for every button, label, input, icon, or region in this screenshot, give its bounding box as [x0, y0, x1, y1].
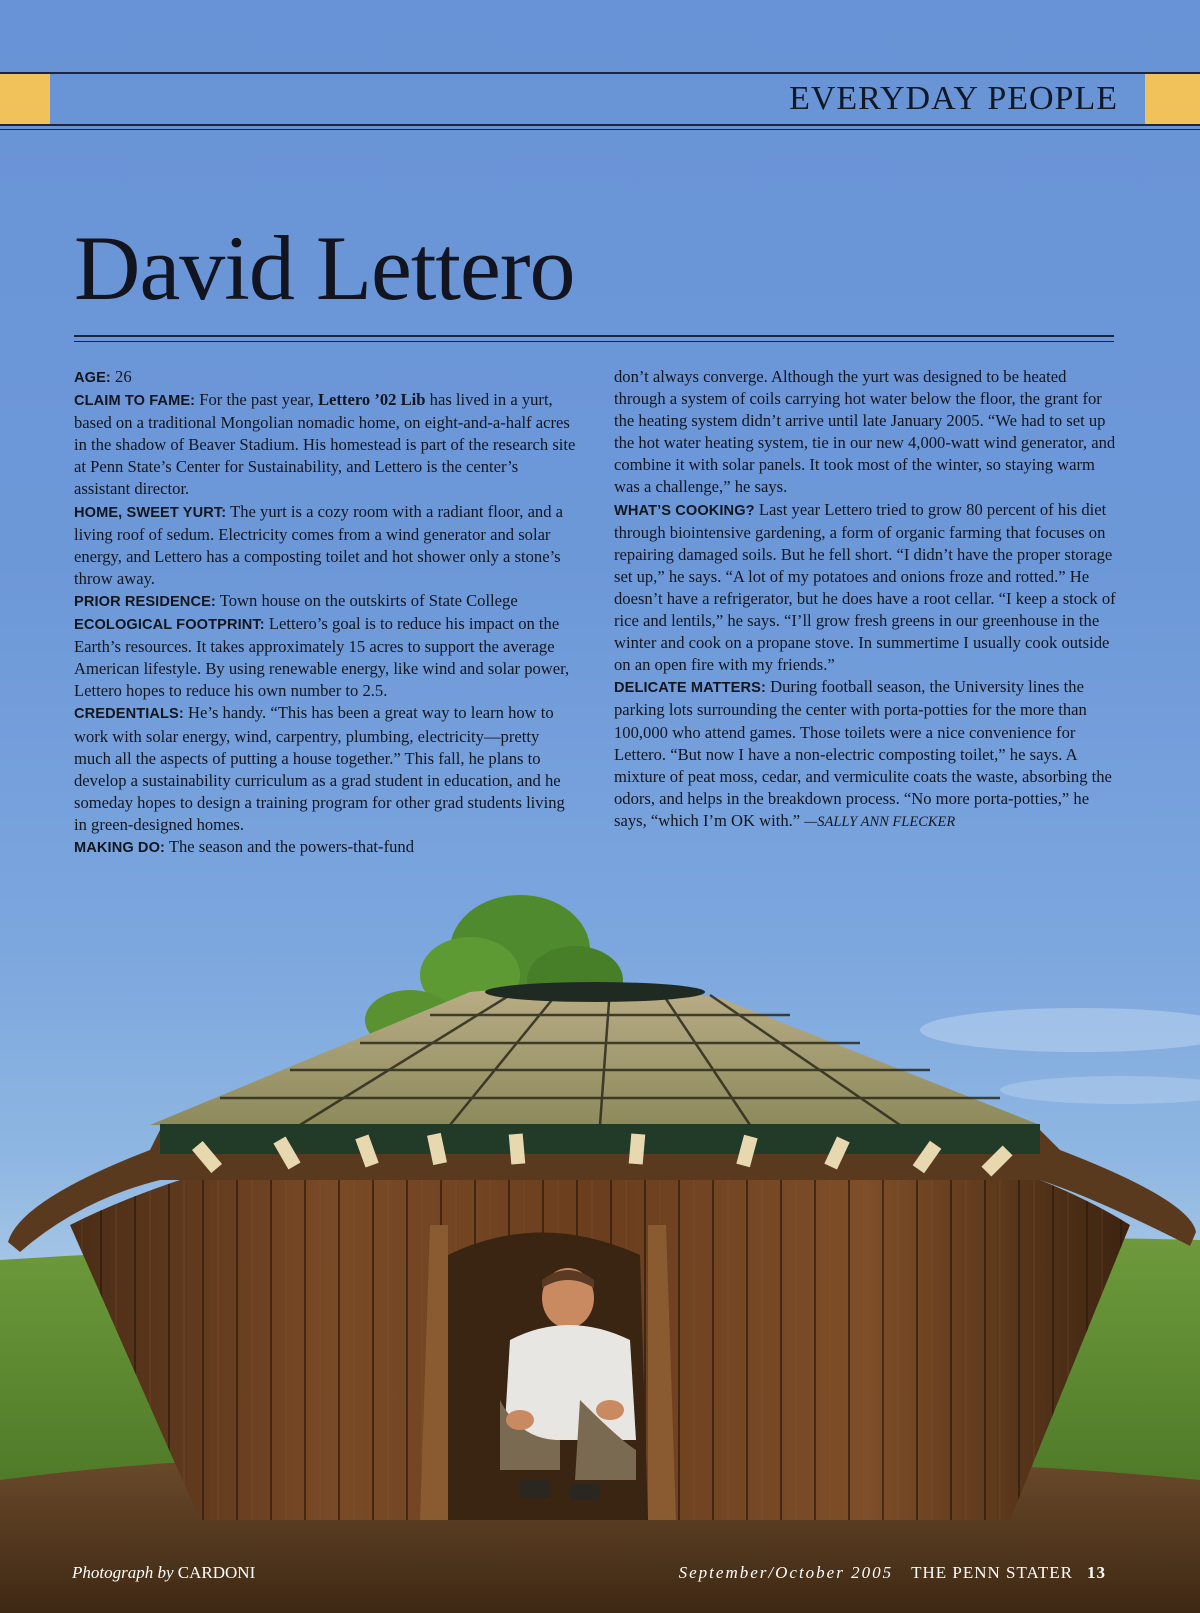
- field-label: CLAIM TO FAME:: [74, 393, 196, 410]
- roof-vent: [485, 982, 705, 1002]
- field-label: PRIOR RESIDENCE:: [74, 593, 216, 610]
- living-roof: [150, 987, 1040, 1125]
- cloud: [1000, 1076, 1200, 1104]
- field-text: The yurt is a cozy room with a radiant floor, and a living roof of sedum. Electricity comes from a wind generator and solar energy, and Lettero has a composting toilet and hot shower only a stone’s throw away.: [74, 501, 564, 588]
- field-text: don’t always converge. Although the yurt was designed to be heated through a system of coils carrying hot water below the floor, the grant for the heating system didn’t arrive until late January 2005. “We had to set up the hot water heating system, tie in our new 4,000-watt wind generator, and combine it with solar panels. It took most of the winter, so staying warm was a challenge,” he says.: [614, 367, 1116, 497]
- field-text: Lettero’s goal is to reduce his impact on the Earth’s resources. It takes approximately 15 acres to support the average American lifestyle. By using renewable energy, like wind and solar power, Lettero hopes to reduce his own number to 2.5.: [74, 614, 570, 701]
- cloud: [920, 1008, 1200, 1052]
- yurt-photograph: [0, 880, 1200, 1613]
- field-text: Last year Lettero tried to grow 80 percent of his diet through biointensive gardening, a form of organic farming that focuses on repairing damaged soils. But he fell short. “I didn’t have the proper storage set up,” he says. “A lot of my potatoes and onions froze and rotted.” He doesn’t have a refrigerator, but he does have a root cellar. “I keep a stock of rice and lentils,” he says. “I’ll grow fresh greens in our greenhouse in the winter and cook on a propane stove. In summertime I usually cook outside on an open fire with my friends.”: [614, 499, 1116, 675]
- field-whats-cooking: [614, 499, 1116, 677]
- folio: [679, 1563, 1106, 1583]
- header-accent-right: [1145, 74, 1200, 125]
- publication-name: THE PENN STATER: [911, 1563, 1073, 1582]
- page-number: 13: [1087, 1563, 1106, 1582]
- field-text: The season and the powers-that-fund: [165, 836, 414, 856]
- field-text: has lived in a yurt, based on a traditional Mongolian nomadic home, on eight-and-a-half acres in the shadow of Beaver Stadium. His homestead is part of the research site at Penn State’s Center for Sustainability, and Lettero is the center’s assistant director.: [74, 390, 576, 499]
- photo-credit: [72, 1563, 255, 1583]
- alumnus-name: Lettero ’02 Lib: [317, 390, 426, 410]
- field-label: DELICATE MATTERS:: [614, 680, 766, 697]
- field-text: For the past year,: [195, 390, 318, 410]
- article-headline: David Lettero: [74, 217, 575, 319]
- field-label: AGE:: [74, 370, 111, 386]
- credit-prefix: Photograph by: [72, 1563, 174, 1582]
- field-text: Town house on the outskirts of State College: [215, 590, 518, 610]
- header-rule-bottom: [0, 124, 1200, 126]
- field-label: ECOLOGICAL FOOTPRINT:: [74, 617, 265, 634]
- field-delicate-matters: [614, 676, 1116, 833]
- field-prior-residence: [74, 590, 576, 613]
- field-label: HOME, SWEET YURT:: [74, 504, 227, 521]
- author-byline: —SALLY ANN FLECKER: [804, 813, 956, 830]
- photographer-name: CARDONI: [177, 1563, 256, 1582]
- field-making-do: [74, 836, 576, 859]
- section-title: EVERYDAY PEOPLE: [789, 80, 1118, 117]
- field-age: [74, 366, 576, 389]
- headline-rule-top: [74, 335, 1114, 337]
- issue-date: September/October 2005: [678, 1563, 894, 1582]
- headline-rule-bottom: [74, 341, 1114, 342]
- field-text: During football season, the University lines the parking lots surrounding the center with porta-potties for the more than 100,000 who attend games. Those toilets were a nice convenience for Lettero. “But now I have a non-electric composting toilet,” he says. A mixture of peat moss, cedar, and vermiculite coats the waste, absorbing the odors, and helps in the breakdown process. “No more porta-potties,” he says, “which I’m OK with.”: [614, 677, 1112, 830]
- article-column-right: [614, 366, 1116, 833]
- field-label: WHAT’S COOKING?: [614, 502, 755, 519]
- field-text: 26: [110, 367, 132, 386]
- header-accent-left: [0, 74, 50, 125]
- header-rule-bottom-thin: [0, 129, 1200, 130]
- header-rule-top: [0, 72, 1200, 74]
- field-credentials: [74, 702, 576, 836]
- field-making-do-continued: [614, 366, 1116, 499]
- field-ecological-footprint: [74, 613, 576, 702]
- field-label: CREDENTIALS:: [74, 706, 184, 723]
- article-column-left: [74, 366, 576, 859]
- field-claim-to-fame: [74, 389, 576, 500]
- field-home-sweet-yurt: [74, 501, 576, 590]
- field-text: He’s handy. “This has been a great way to learn how to work with solar energy, wind, carpentry, plumbing, electricity—pretty much all the aspects of putting a house together.” This fall, he plans to develop a sustainability curriculum as a grad student in education, and he someday hopes to design a training program for other grad students living in green-designed homes.: [74, 703, 565, 834]
- field-label: MAKING DO:: [74, 839, 165, 856]
